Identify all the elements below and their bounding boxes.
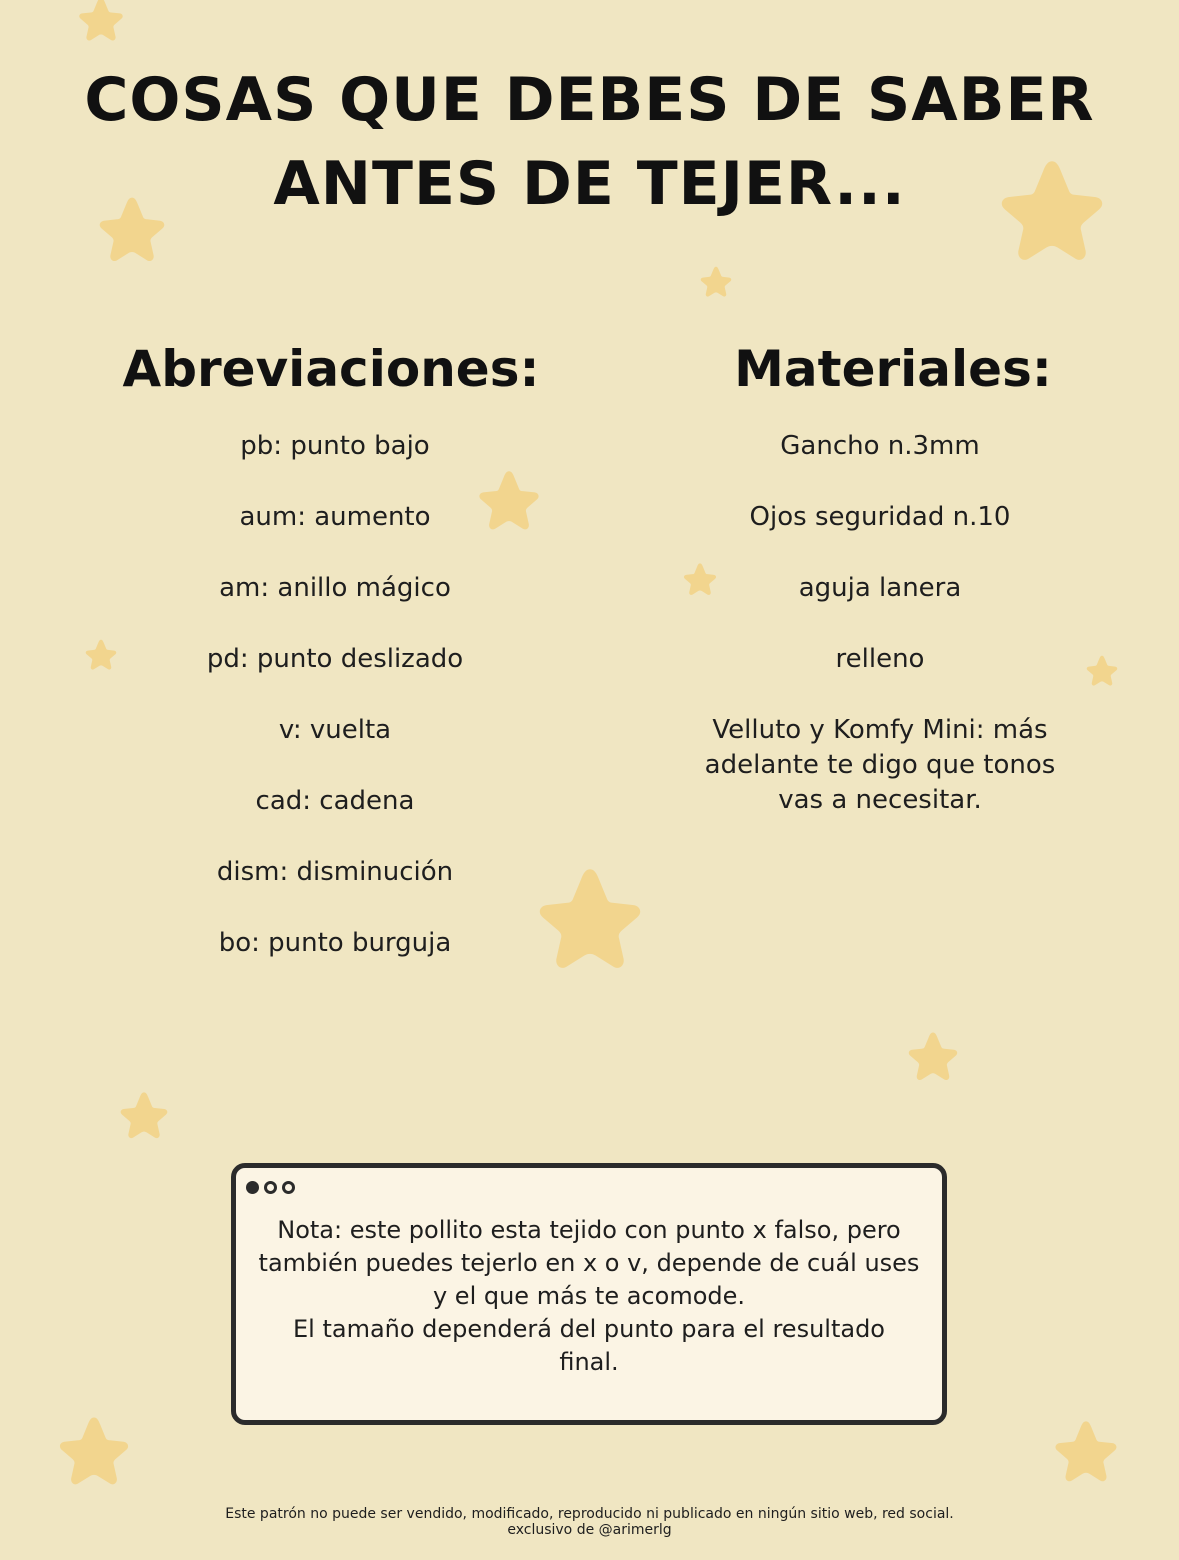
dot-filled-icon [246,1181,259,1194]
star-icon [534,864,646,972]
abreviaciones-heading: Abreviaciones: [122,340,540,398]
star-icon [74,0,128,42]
material-item: Ojos seguridad n.10 [749,502,1011,532]
note-line: El tamaño dependerá del punto para el resultado [292,1315,885,1343]
abreviacion-item: pd: punto deslizado [206,644,464,674]
page-title [0,58,1179,226]
star-icon [1052,1418,1120,1484]
dot-outline-icon [264,1181,277,1194]
page-title-line-1: COSAS QUE DEBES DE SABER [84,65,1095,135]
abreviaciones-list [130,428,540,968]
star-icon [118,1090,170,1140]
material-item-line: vas a necesitar. [778,785,982,815]
footer-line-2: exclusivo de @arimerlg [507,1522,672,1538]
page-title-line-2: ANTES DE TEJER... [273,149,906,219]
star-icon [56,1414,132,1487]
note-line: y el que más te acomode. [432,1282,746,1310]
abreviacion-item: cad: cadena [255,786,415,816]
note-box [231,1163,947,1425]
copyright-footer [0,1506,1179,1538]
abreviacion-item: v: vuelta [278,715,392,745]
abreviacion-item: aum: aumento [239,502,431,532]
footer-line-1: Este patrón no puede ser vendido, modificado, reproducido ni publicado en ningún sitio web, red social. [225,1506,954,1522]
material-item-line: adelante te digo que tonos [704,750,1056,780]
star-icon [699,265,733,298]
material-item: relleno [835,644,925,674]
material-item: aguja lanera [798,573,962,603]
material-item-line: Velluto y Komfy Mini: más [712,715,1048,745]
materiales-list [660,428,1100,828]
star-icon [906,1030,960,1082]
note-text [246,1214,932,1379]
note-line: final. [559,1348,619,1376]
abreviacion-item: pb: punto bajo [240,431,430,461]
abreviacion-item: bo: punto burguja [218,928,452,958]
abreviacion-item: dism: disminución [216,857,454,887]
materiales-heading: Materiales: [734,340,1052,398]
dot-outline-icon [282,1181,295,1194]
star-icon [84,638,118,671]
note-line: también puedes tejerlo en x o v, depende de cuál uses [258,1249,920,1277]
abreviacion-item: am: anillo mágico [219,573,451,603]
window-dots-icon [246,1181,300,1201]
material-item: Gancho n.3mm [780,431,980,461]
note-line: Nota: este pollito esta tejido con punto x falso, pero [277,1216,901,1244]
